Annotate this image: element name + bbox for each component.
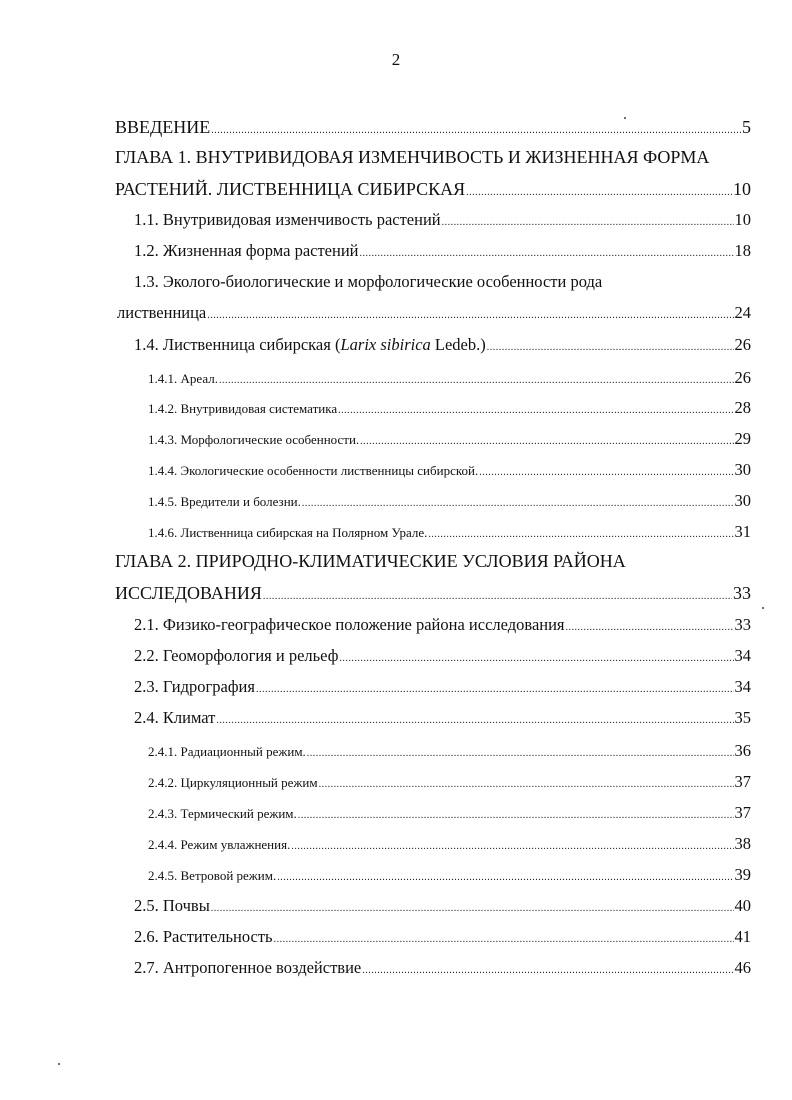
toc-entry-page: 34 [734,646,751,665]
toc-entry-page: 33 [734,615,751,634]
toc-entry-page: 33 [733,583,751,603]
toc-entry-page: 26 [734,335,751,354]
dot-leader [319,779,734,790]
toc-entry-2-6[interactable] [134,927,751,947]
toc-entry-2-7[interactable] [134,958,751,978]
toc-entry-title: ВВЕДЕНИЕ [115,117,211,137]
toc-entry-title: 1.4.1. Ареал. [148,371,218,386]
toc-entry-title: ИССЛЕДОВАНИЯ [115,583,262,603]
toc-entry-2-2[interactable] [134,646,751,666]
dot-leader [211,125,741,136]
scan-speck [762,607,764,609]
toc-entry-page: 38 [734,834,751,853]
dot-leader [302,498,734,509]
toc-entry-title: РАСТЕНИЙ. ЛИСТВЕННИЦА СИБИРСКАЯ [115,179,466,199]
dot-leader [487,342,734,353]
scan-speck [624,117,626,119]
toc-entry-title: 1.4.6. Лиственница сибирская на Полярном Урале. [148,525,428,540]
dot-leader [442,217,734,228]
dot-leader [291,841,733,852]
scan-speck [58,1063,60,1065]
toc-entry-2-4-1[interactable] [148,741,751,761]
dot-leader [466,187,732,198]
toc-entry-2-4[interactable] [134,708,751,728]
page-number: 2 [391,50,401,69]
toc-entry-title: 1.4.3. Морфологические особенности. [148,432,360,447]
toc-entry-2-4-3[interactable] [148,803,751,823]
toc-entry-chapter-1[interactable] [115,179,751,200]
toc-entry-page: 29 [734,429,751,448]
toc-chapter-1-line-1: ГЛАВА 1. ВНУТРИВИДОВАЯ ИЗМЕНЧИВОСТЬ И ЖИЗНЕННАЯ ФОРМА [115,147,710,167]
toc-entry-1-4[interactable] [134,335,751,355]
dot-leader [338,405,733,416]
toc-entry-1-4-1[interactable] [148,368,751,388]
dot-leader [216,715,733,726]
toc-entry-page: 39 [734,865,751,884]
dot-leader [307,748,734,759]
toc-entry-page: 41 [734,927,751,946]
toc-entry-introduction[interactable] [115,117,751,138]
toc-entry-page: 31 [734,522,751,541]
toc-entry-1-3[interactable] [117,303,751,323]
toc-entry-1-3-line-1: 1.3. Эколого-биологические и морфологические особенности рода [134,272,603,291]
toc-entry-2-3[interactable] [134,677,751,697]
toc-entry-page: 5 [742,117,751,137]
toc-entry-title: 2.4.3. Термический режим. [148,806,297,821]
dot-leader [479,467,733,478]
toc-entry-2-1[interactable] [134,615,751,635]
toc-entry-page: 18 [734,241,751,260]
toc-entry-page: 40 [734,896,751,915]
toc-entry-page: 28 [734,398,751,417]
dot-leader [256,684,734,695]
toc-entry-title: 2.4. Климат [134,708,216,727]
dot-leader [362,965,733,976]
toc-entry-title: 2.5. Почвы [134,896,210,915]
toc-entry-page: 46 [734,958,751,977]
dot-leader [211,903,734,914]
toc-entry-page: 26 [734,368,751,387]
toc-entry-title [134,335,486,355]
dot-leader [428,529,733,540]
toc-entry-1-4-5[interactable] [148,491,751,511]
toc-entry-title: 2.4.4. Режим увлажнения. [148,837,291,852]
toc-entry-1-4-2[interactable] [148,398,751,418]
toc-entry-page: 10 [734,210,751,229]
toc-entry-page: 36 [734,741,751,760]
toc-entry-title: 2.4.1. Радиационный режим. [148,744,306,759]
dot-leader [274,934,734,945]
toc-entry-2-4-4[interactable] [148,834,751,854]
toc-entry-page: 35 [734,708,751,727]
toc-entry-title: 1.1. Внутривидовая изменчивость растений [134,210,441,229]
toc-entry-1-4-6[interactable] [148,522,751,542]
toc-entry-1-4-3[interactable] [148,429,751,449]
toc-chapter-2-line-1: ГЛАВА 2. ПРИРОДНО-КЛИМАТИЧЕСКИЕ УСЛОВИЯ РАЙОНА [115,551,626,571]
dot-leader [219,375,734,386]
dot-leader [298,810,734,821]
toc-entry-title: 2.2. Геоморфология и рельеф [134,646,339,665]
toc-entry-title: лиственница [117,303,207,322]
dot-leader [277,872,733,883]
toc-entry-title: 1.2. Жизненная форма растений [134,241,359,260]
toc-entry-title: 2.1. Физико-географическое положение района исследования [134,615,565,634]
toc-entry-2-4-2[interactable] [148,772,751,792]
dot-leader [566,622,734,633]
toc-entry-title: 2.4.2. Циркуляционный режим [148,775,318,790]
dot-leader [360,248,734,259]
toc-entry-page: 30 [734,460,751,479]
toc-entry-2-5[interactable] [134,896,751,916]
toc-entry-title-prefix: 1.4. Лиственница сибирская ( [134,335,341,354]
toc-entry-title: 1.4.4. Экологические особенности лиственницы сибирской. [148,463,479,478]
toc-entry-title: 1.4.2. Внутривидовая систематика [148,401,338,416]
toc-entry-title: 2.6. Растительность [134,927,273,946]
toc-entry-2-4-5[interactable] [148,865,751,885]
dot-leader [263,591,732,602]
toc-entry-page: 34 [734,677,751,696]
toc-entry-page: 37 [734,803,751,822]
toc-entry-title: 1.4.5. Вредители и болезни. [148,494,301,509]
dot-leader [360,436,733,447]
toc-entry-title: 2.7. Антропогенное воздействие [134,958,362,977]
toc-entry-page: 37 [734,772,751,791]
dot-leader [207,310,733,321]
latin-species-name: Larix sibirica [340,335,431,354]
toc-entry-1-4-4[interactable] [148,460,751,480]
dot-leader [339,653,733,664]
toc-entry-title: 2.3. Гидрография [134,677,255,696]
toc-entry-1-2[interactable] [134,241,751,261]
toc-entry-1-1[interactable] [134,210,751,230]
toc-entry-chapter-2[interactable] [115,583,751,604]
toc-entry-page: 24 [734,303,751,322]
toc-entry-page: 30 [734,491,751,510]
toc-entry-title: 2.4.5. Ветровой режим. [148,868,277,883]
toc-entry-page: 10 [733,179,751,199]
toc-entry-title-suffix: Ledeb.) [430,335,486,354]
